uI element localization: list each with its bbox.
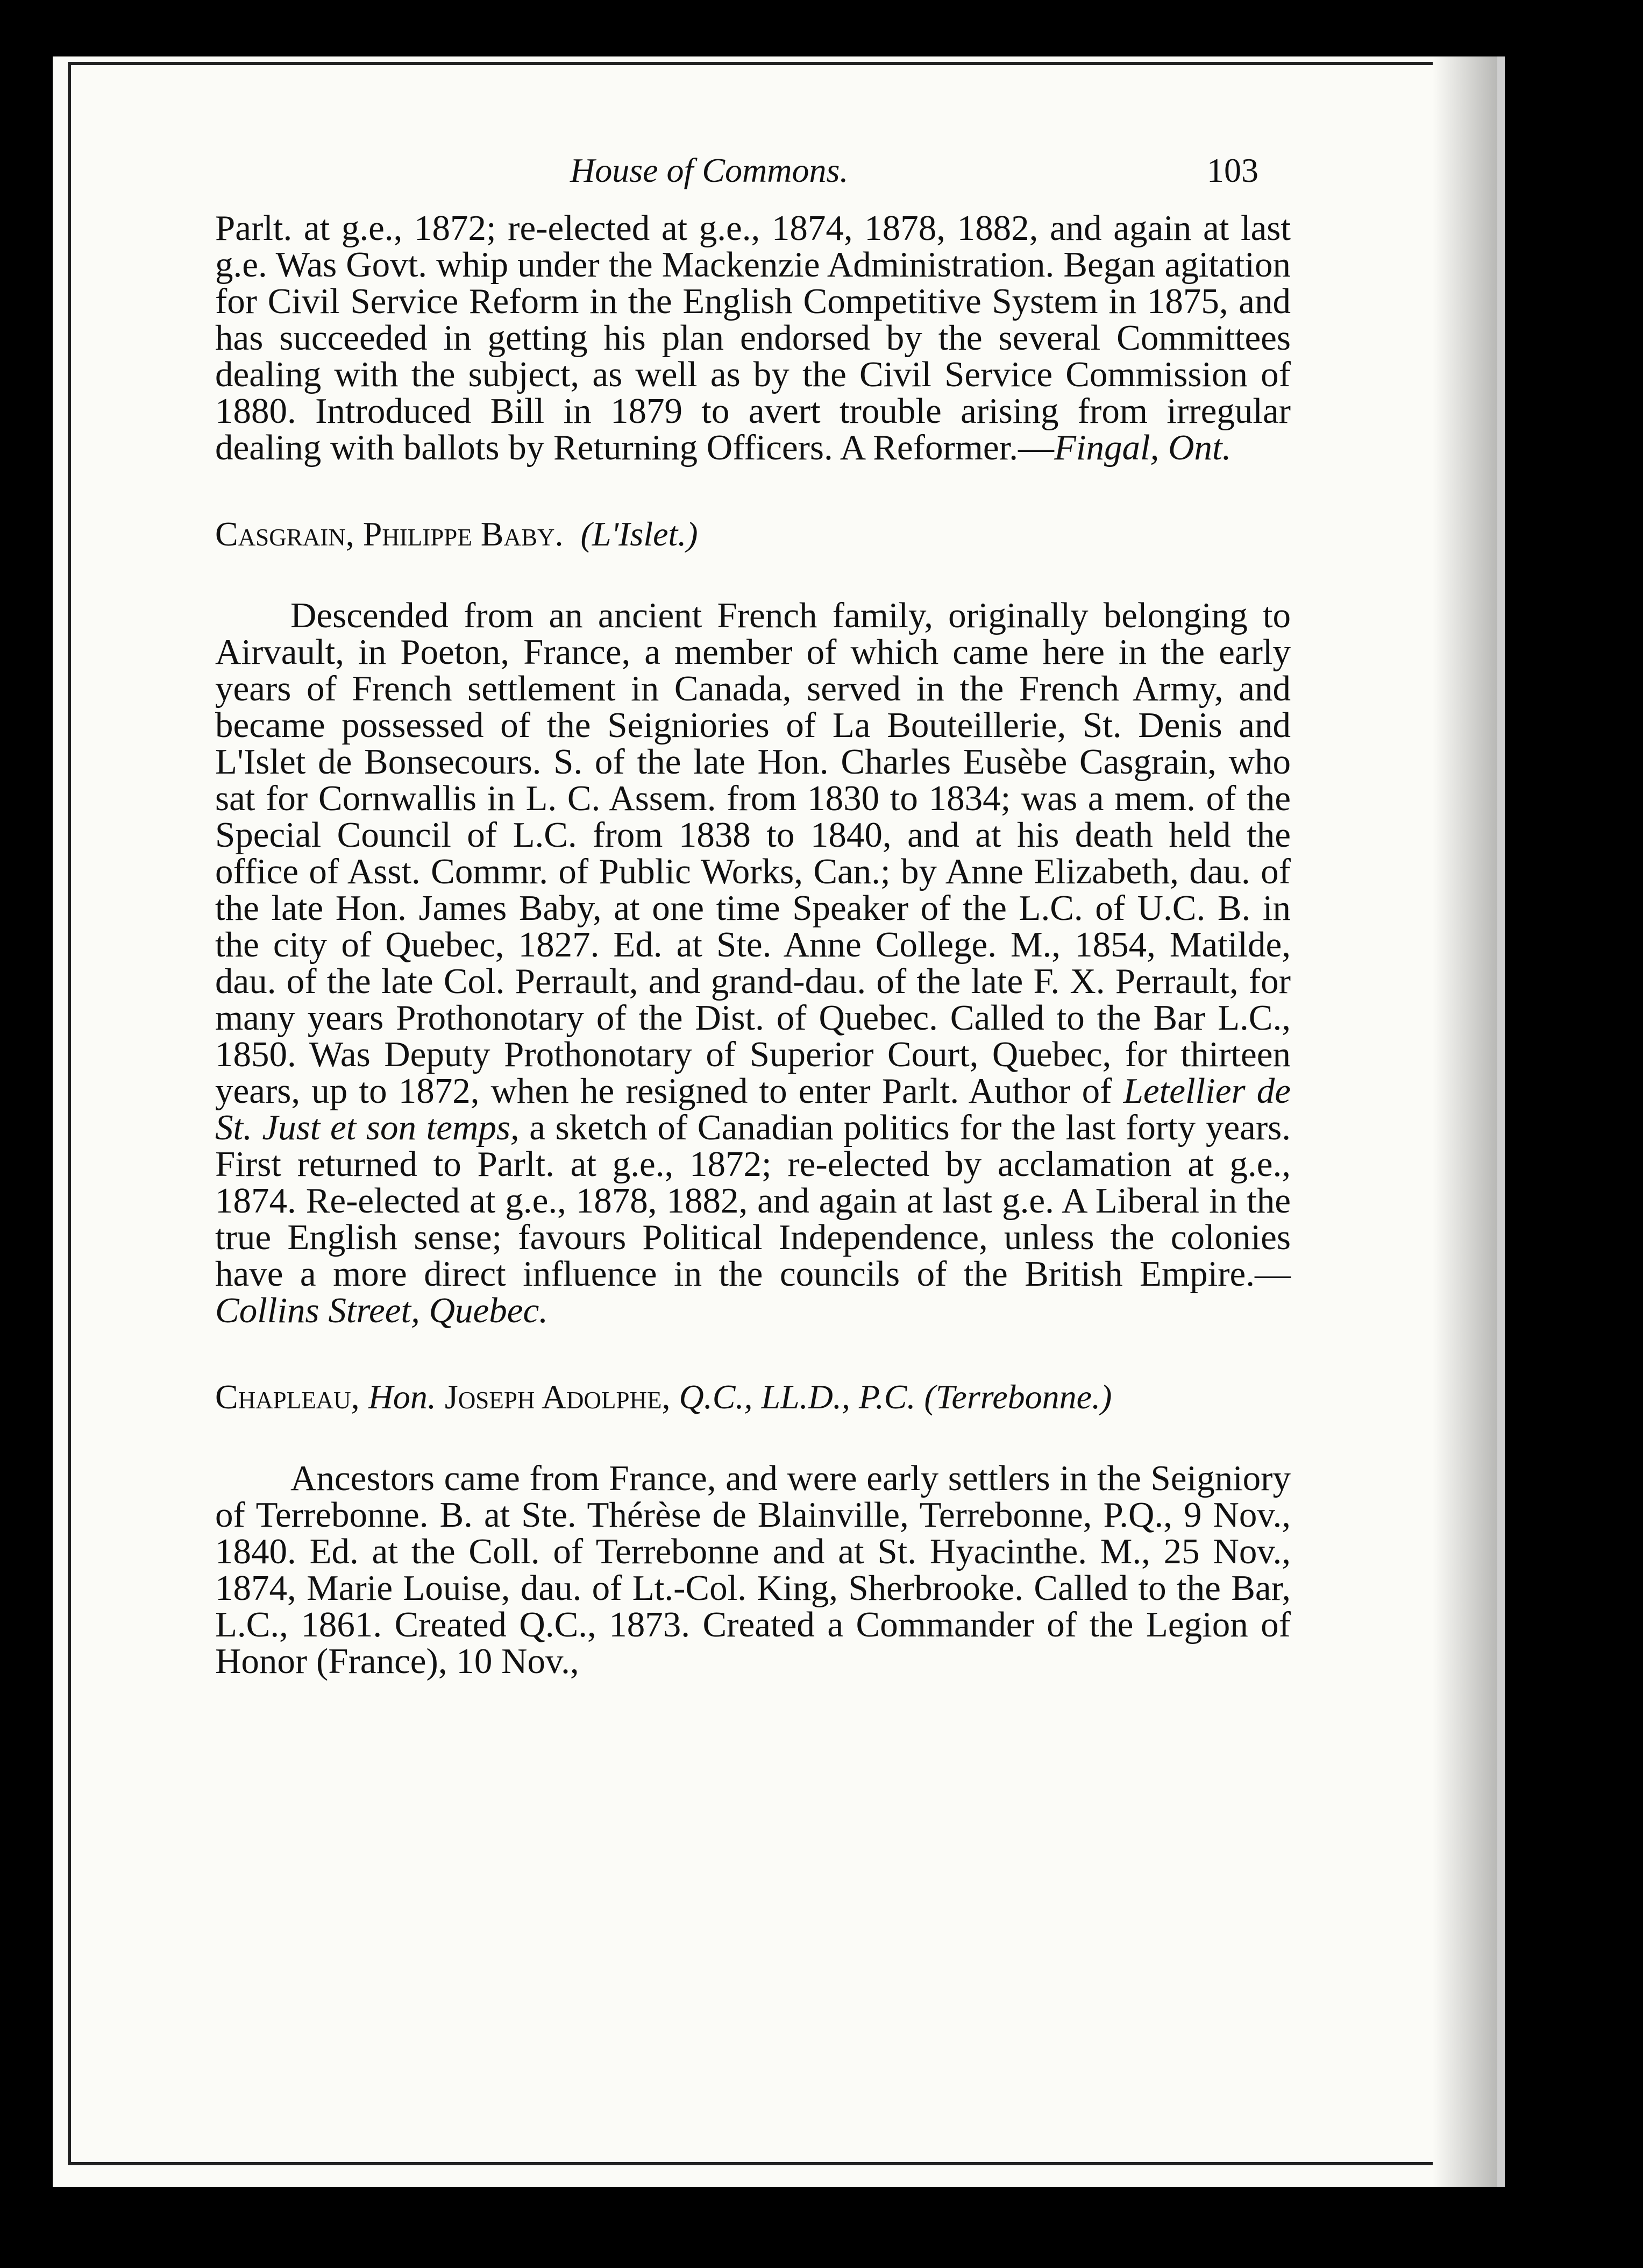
running-header — [215, 151, 1291, 210]
paragraph-text: Parlt. at g.e., 1872; re-elected at g.e., 1874, 1878, 1882, and again at last g.e. Was Govt. whip under the Mackenzie Administration. Began agitation for Civil Service Reform in the English Competitive System in 1875, and has succeeded in getting his plan endorsed by the several Committees dealing with the subject, as well as by the Civil Service Commission of 1880. Introduced Bill in 1879 to avert trouble arising from irregular dealing with ballots by Returning Officers. A Reformer.— — [215, 208, 1291, 467]
surname: Casgrain, — [215, 515, 354, 553]
entry-bio-casgrain — [215, 597, 1291, 1329]
running-title: House of Commons. — [570, 151, 849, 189]
bio-text-2: a sketch of Canadian politics for the last forty years. First returned to Parlt. at g.e., 1872; re-elected by acclamation at g.e., 1874. Re-elected at g.e., 1878, 1882, and again at last g.e. A Liberal in the true English sense; favours Political Independence, unless the colonies have a more direct influence in the councils of the British Empire.— — [215, 1108, 1291, 1294]
address: Fingal, Ont. — [1054, 428, 1232, 467]
entry-heading-casgrain — [215, 514, 1291, 554]
given-names: Philippe Baby. — [362, 515, 564, 553]
bio-text-1: Descended from an ancient French family, originally belonging to Airvault, in Poeton, France, a member of which came here in the early years of French settlement in Canada, served in the French Army, and became possessed of the Seigniories of La Bouteillerie, St. Denis and L'Islet de Bonsecours. S. of the late Hon. Charles Eusèbe Casgrain, who sat for Cornwallis in L. C. Assem. from 1830 to 1834; was a mem. of the Special Council of L.C. from 1838 to 1840, and at his death held the office of Asst. Commr. of Public Works, Can.; by Anne Elizabeth, dau. of the late Hon. James Baby, at one time Speaker of the L.C. of U.C. B. in the city of Quebec, 1827. Ed. at Ste. Anne College. M., 1854, Matilde, dau. of the late Col. Perrault, and grand-dau. of the late F. X. Perrault, for many years Prothonotary of the Dist. of Quebec. Called to the Bar L.C., 1850. Was Deputy Prothonotary of Superior Court, Quebec, for thirteen years, up to 1872, when he resigned to enter Parlt. Author of — [215, 596, 1291, 1111]
given-names: Joseph Adolphe, — [444, 1378, 671, 1416]
page-number: 103 — [1207, 151, 1258, 189]
book-title: Letellier de St. Just et son temps, — [215, 1071, 1291, 1147]
surname: Chapleau, — [215, 1378, 360, 1416]
post-nominal-titles: Q.C., LL.D., P.C. — [679, 1378, 916, 1416]
honorific: Hon. — [368, 1378, 436, 1416]
page-border-bottom — [69, 2162, 1433, 2165]
address: Collins Street, Quebec. — [215, 1291, 548, 1330]
page-border-left — [68, 62, 71, 2165]
riding: (L'Islet.) — [580, 515, 698, 553]
page-edge-shadow — [1433, 56, 1497, 2187]
page-border-top — [69, 62, 1433, 65]
paragraph-continued — [215, 210, 1291, 466]
bio-text: Ancestors came from France, and were early settlers in the Seigniory of Terrebonne. B. at Ste. Thérèse de Blainville, Terrebonne, P.Q., 9 Nov., 1840. Ed. at the Coll. of Terrebonne and at St. Hyacinthe. M., 25 Nov., 1874, Marie Louise, dau. of Lt.-Col. King, Sherbrooke. Called to the Bar, L.C., 1861. Created Q.C., 1873. Created a Commander of the Legion of Honor (France), 10 Nov., — [215, 1458, 1291, 1681]
entry-heading-chapleau — [215, 1377, 1291, 1417]
text-block — [215, 151, 1291, 1679]
riding: (Terrebonne.) — [924, 1378, 1112, 1416]
entry-bio-chapleau — [215, 1460, 1291, 1679]
